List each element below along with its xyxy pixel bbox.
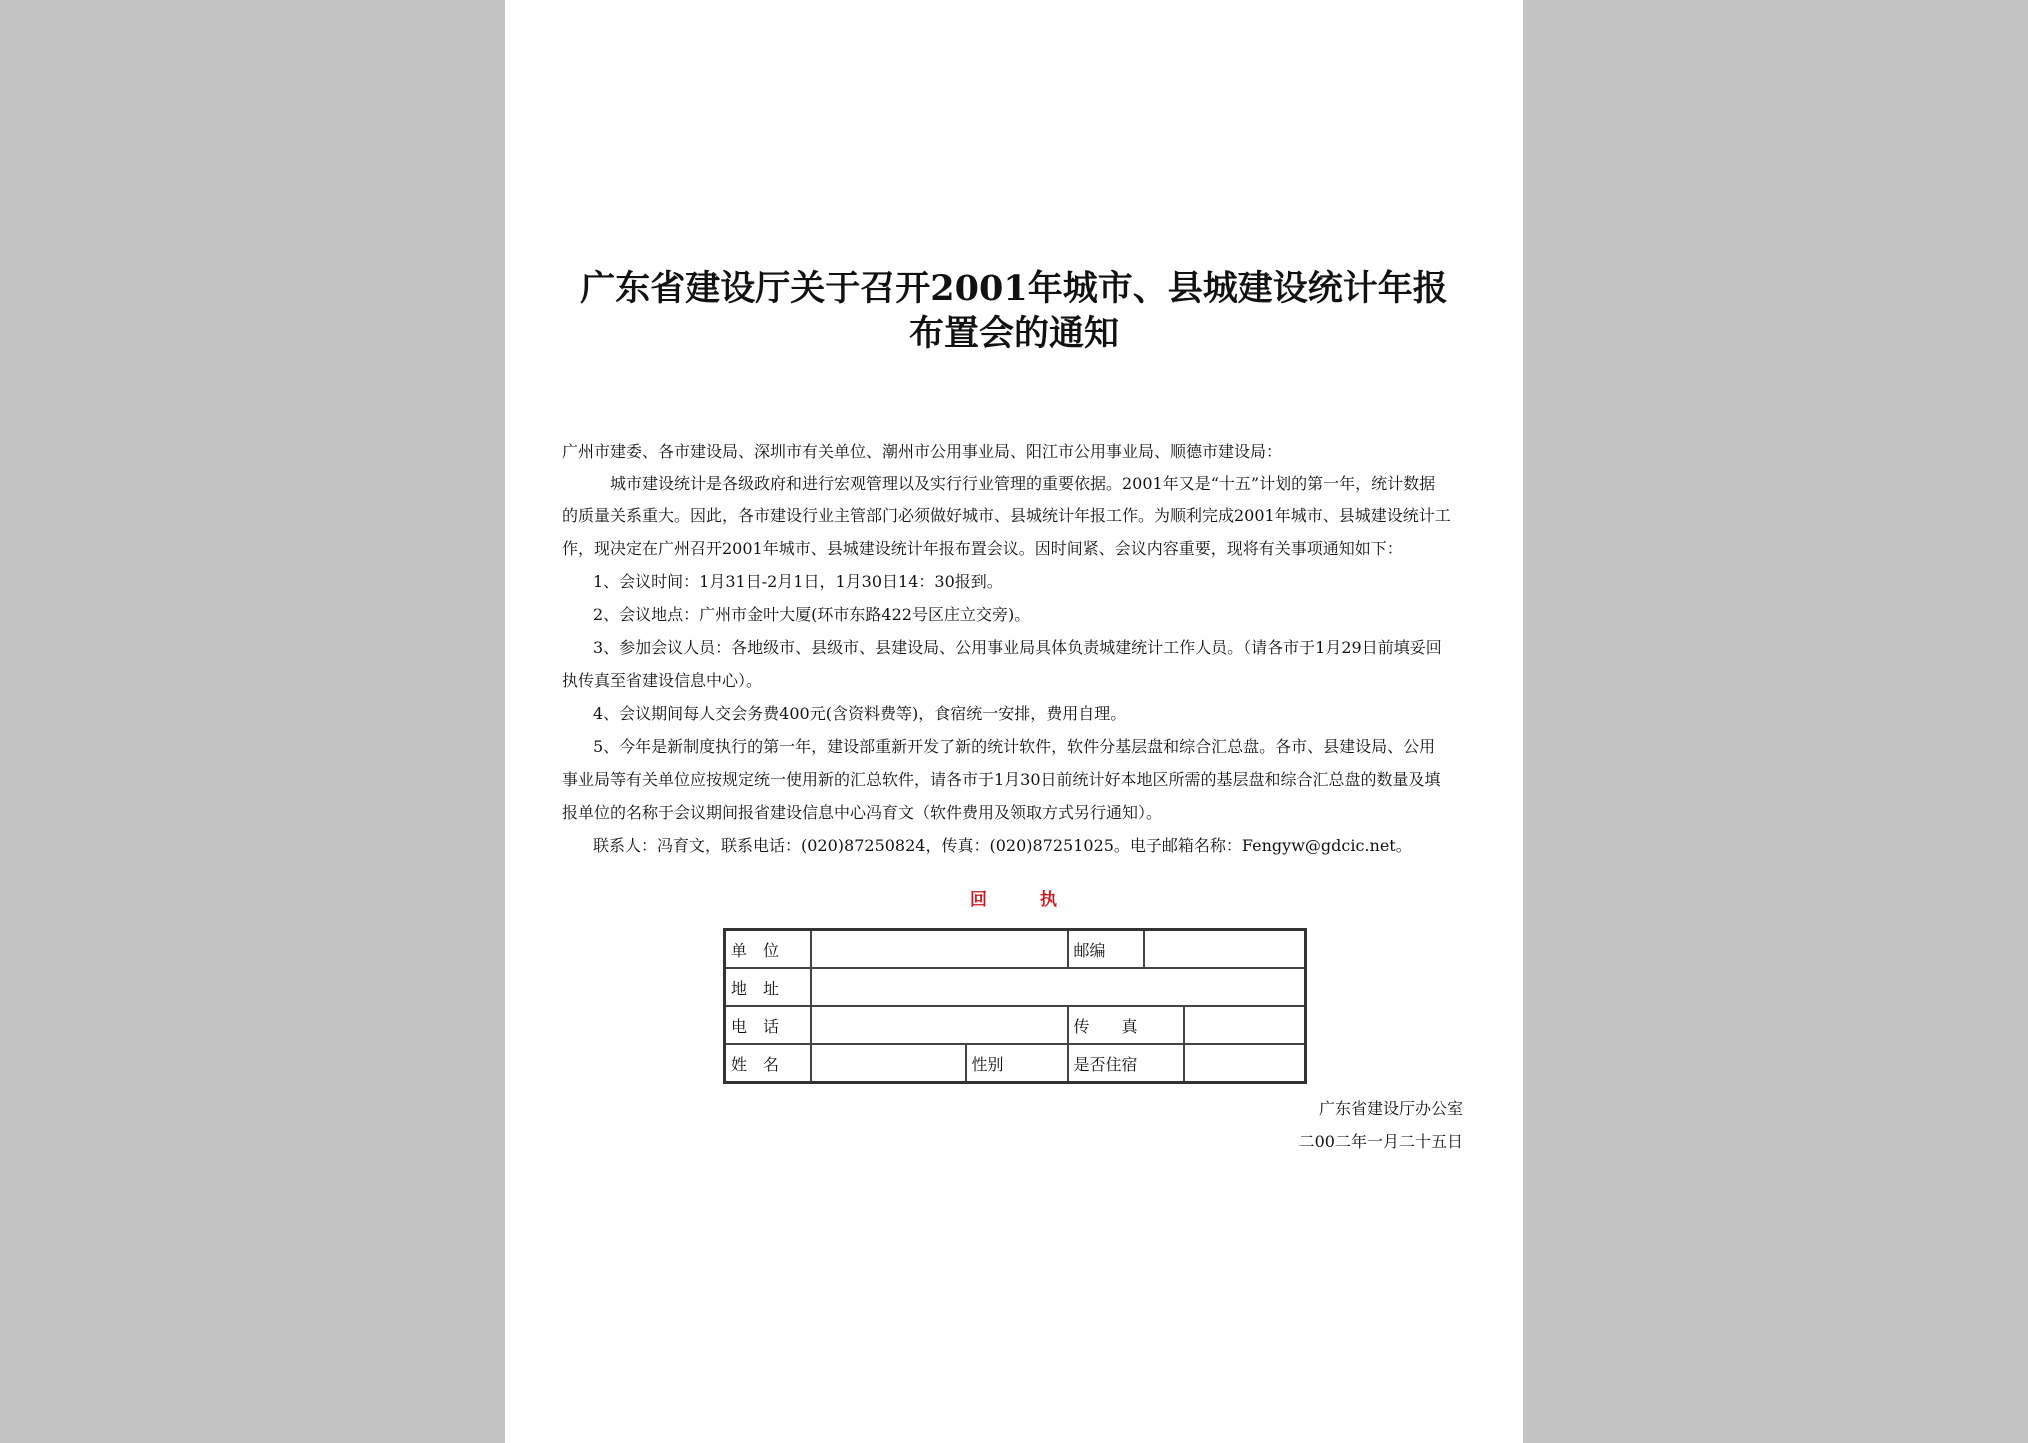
- receipt-heading-char: 回: [970, 890, 987, 910]
- fax-field: [1184, 1006, 1306, 1044]
- body-line: 2、会议地点：广州市金叶大厦(环市东路422号区庄立交旁)。: [593, 605, 1031, 624]
- postcode-field: [1144, 930, 1306, 969]
- body-line: 3、参加会议人员：各地级市、县级市、县建设局、公用事业局具体负责城建统计工作人员。（请各市于1月29日前填妥回: [593, 638, 1442, 657]
- body-line: 作，现决定在广州召开2001年城市、县城建设统计年报布置会议。因时间紧、会议内容重要，现将有关事项通知如下：: [562, 539, 1403, 558]
- signature-org: 广东省建设厅办公室: [1318, 1099, 1463, 1118]
- body-line: 1、会议时间：1月31日-2月1日，1月30日14：30报到。: [593, 572, 1003, 591]
- table-row: [725, 930, 1306, 969]
- fax-label: 传 真: [1068, 1006, 1184, 1044]
- table-row: [725, 1044, 1306, 1083]
- body-line: 的质量关系重大。因此，各市建设行业主管部门必须做好城市、县城统计年报工作。为顺利完成2001年城市、县城建设统计工: [562, 506, 1451, 525]
- unit-field: [811, 930, 1068, 969]
- body-line: 4、会议期间每人交会务费400元(含资料费等)，食宿统一安排，费用自理。: [593, 704, 1127, 723]
- table-row: [725, 1006, 1306, 1044]
- address-field: [811, 968, 1306, 1006]
- receipt-form-table: [723, 928, 1307, 1084]
- body-line: 城市建设统计是各级政府和进行宏观管理以及实行行业管理的重要依据。2001年又是“十五”计划的第一年，统计数据: [610, 474, 1436, 493]
- postcode-label: 邮编: [1068, 930, 1144, 969]
- receipt-heading-char: 执: [1040, 890, 1057, 910]
- body-line: 5、今年是新制度执行的第一年，建设部重新开发了新的统计软件，软件分基层盘和综合汇总盘。各市、县建设局、公用: [593, 737, 1436, 756]
- address-label: 地 址: [725, 968, 811, 1006]
- document-title-line1: 广东省建设厅关于召开2001年城市、县城建设统计年报: [580, 268, 1448, 309]
- phone-label: 电 话: [725, 1006, 811, 1044]
- name-label: 姓 名: [725, 1044, 811, 1083]
- gender-label: 性别: [966, 1044, 1068, 1083]
- signature-date: 二00二年一月二十五日: [1298, 1132, 1463, 1151]
- salutation: 广州市建委、各市建设局、深圳市有关单位、潮州市公用事业局、阳江市公用事业局、顺德市建设局：: [562, 442, 1283, 461]
- contact-line: 联系人：冯育文，联系电话：(020)87250824，传真：(020)87251025。电子邮箱名称：Fengyw@gdcic.net。: [593, 836, 1412, 855]
- lodging-label: 是否住宿: [1068, 1044, 1184, 1083]
- body-line: 事业局等有关单位应按规定统一使用新的汇总软件，请各市于1月30日前统计好本地区所需的基层盘和综合汇总盘的数量及填: [562, 770, 1441, 789]
- body-line: 报单位的名称于会议期间报省建设信息中心冯育文（软件费用及领取方式另行通知）。: [562, 803, 1163, 822]
- table-row: [725, 968, 1306, 1006]
- phone-field: [811, 1006, 1068, 1044]
- document-title-line2: 布置会的通知: [908, 313, 1119, 354]
- document-page: [505, 0, 1523, 1443]
- name-field: [811, 1044, 966, 1083]
- unit-label: 单 位: [725, 930, 811, 969]
- body-line: 执传真至省建设信息中心）。: [562, 671, 763, 690]
- lodging-field: [1184, 1044, 1306, 1083]
